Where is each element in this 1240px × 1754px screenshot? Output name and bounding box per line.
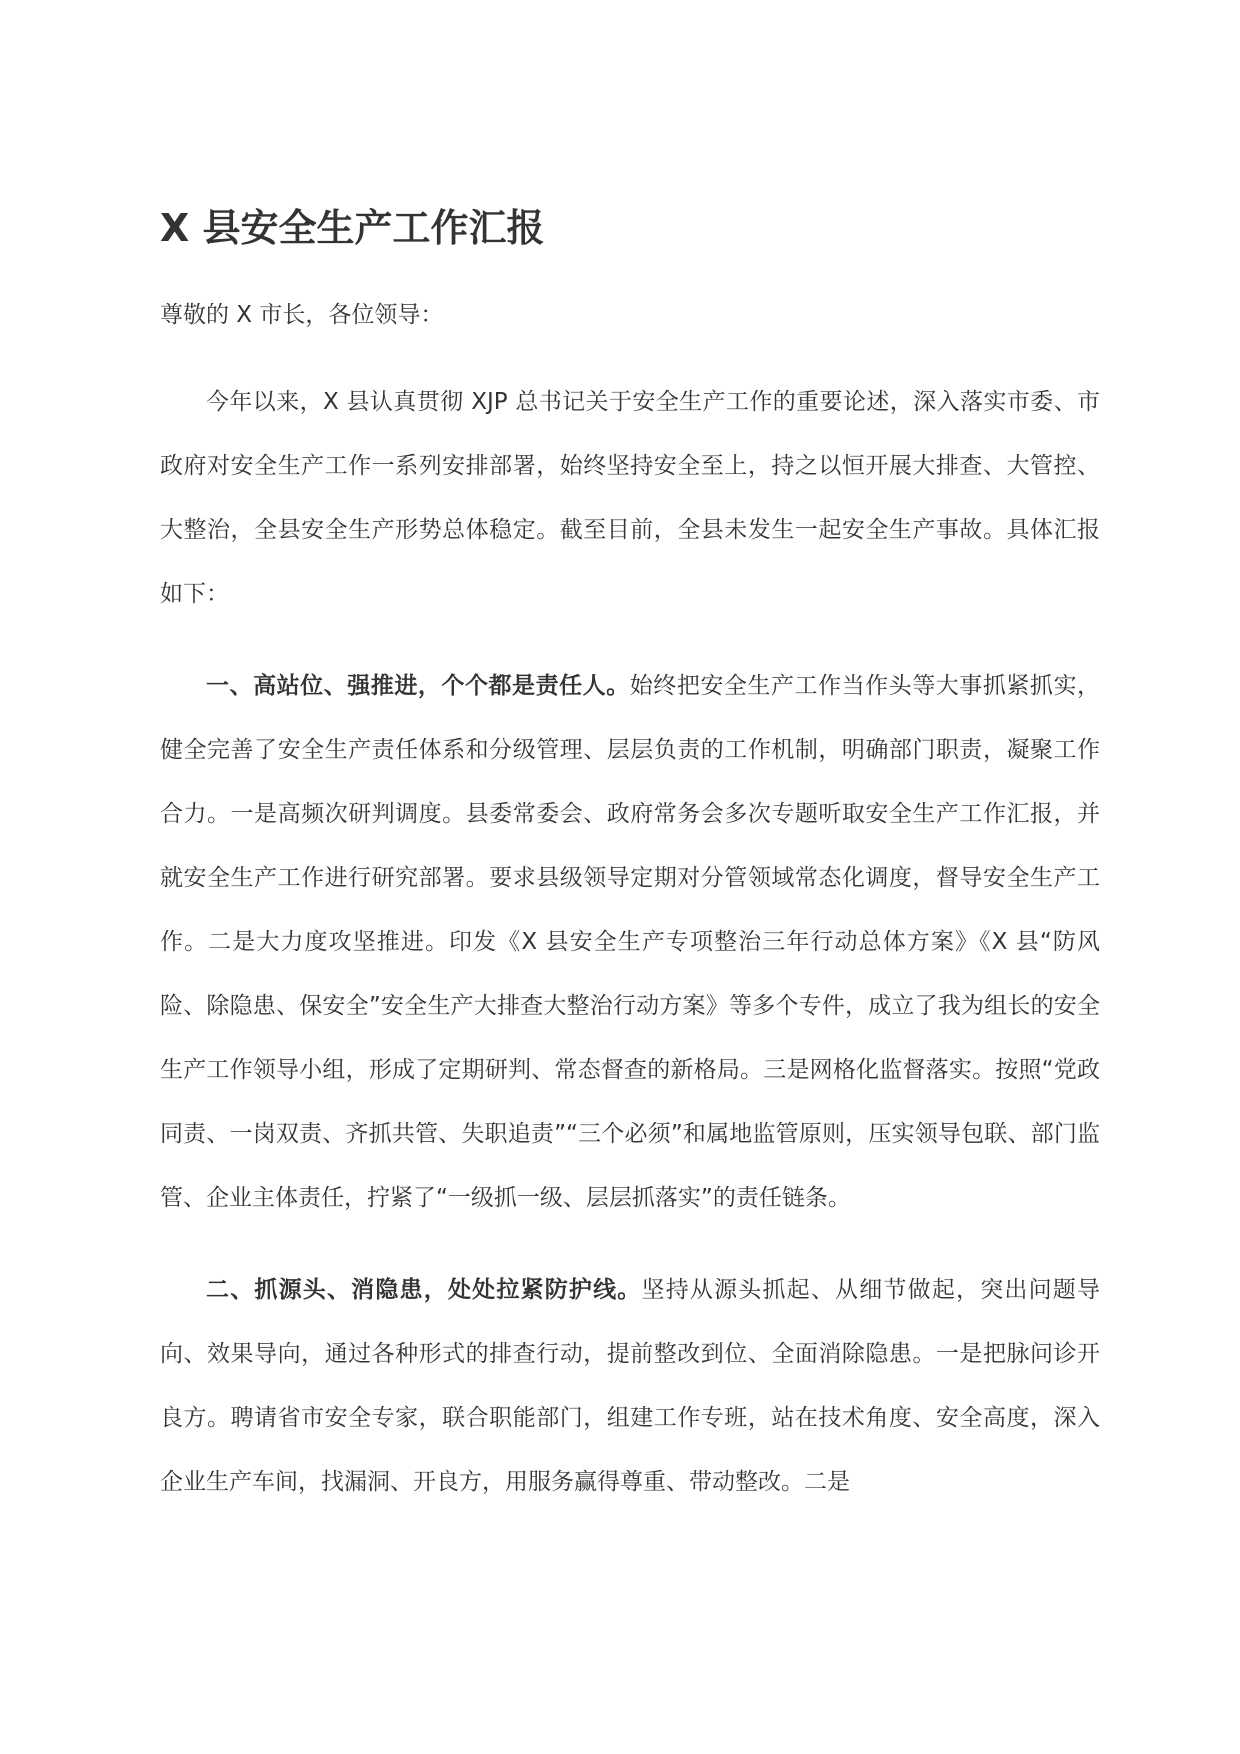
section-heading-1: 一、高站位、强推进，个个都是责任人。 bbox=[206, 673, 630, 699]
section-heading-2: 二、抓源头、消隐患，处处拉紧防护线。 bbox=[206, 1277, 642, 1303]
intro-paragraph: 今年以来，X 县认真贯彻 XJP 总书记关于安全生产工作的重要论述，深入落实市委、市政府对安全生产工作一系列安排部署，始终坚持安全至上，持之以恒开展大排查、大管控、大整治，全县安全生产形势总体稳定。截至目前，全县未发生一起安全生产事故。具体汇报如下： bbox=[160, 389, 1100, 607]
document-title: X 县安全生产工作汇报 bbox=[160, 206, 545, 250]
section-paragraph-2 bbox=[160, 1258, 1100, 1514]
section-body-2: 坚持从源头抓起、从细节做起，突出问题导向、效果导向，通过各种形式的排查行动，提前整改到位、全面消除隐患。一是把脉问诊开良方。聘请省市安全专家，联合职能部门，组建工作专班，站在技术角度、安全高度，深入企业生产车间，找漏洞、开良方，用服务赢得尊重、带动整改。二是 bbox=[160, 1277, 1101, 1495]
salutation: 尊敬的 X 市长，各位领导： bbox=[160, 302, 444, 328]
section-paragraph-1 bbox=[160, 654, 1100, 1230]
section-body-1: 始终把安全生产工作当作头等大事抓紧抓实，健全完善了安全生产责任体系和分级管理、层层负责的工作机制，明确部门职责，凝聚工作合力。一是高频次研判调度。县委常委会、政府常务会多次专题听取安全生产工作汇报，并就安全生产工作进行研究部署。要求县级领导定期对分管领域常态化调度，督导安全生产工作。二是大力度攻坚推进。印发《X 县安全生产专项整治三年行动总体方案》《X 县“防风险、除隐患、保安全”安全生产大排查大整治行动方案》等多个专件，成立了我为组长的安全生产工作领导小组，形成了定期研判、常态督查的新格局。三是网格化监督落实。按照“党政同责、一岗双责、齐抓共管、失职追责”“三个必须”和属地监管原则，压实领导包联、部门监管、企业主体责任，拧紧了“一级抓一级、层层抓落实”的责任链条。 bbox=[160, 673, 1101, 1211]
